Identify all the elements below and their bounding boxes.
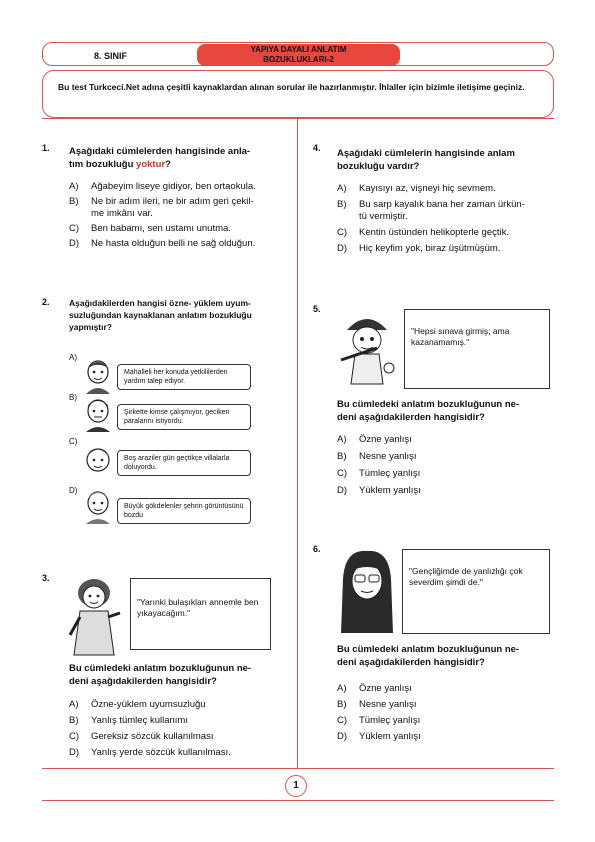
q1-number: 1. [42, 143, 50, 153]
option-text: Nesne yanlışı [359, 451, 417, 462]
option-letter: B) [337, 699, 347, 710]
q2-option-a-bubble: Mahalleli her konuda yetkililerden yardım talep ediyor. [117, 364, 251, 390]
option-letter: D) [69, 238, 80, 249]
test-title-line-1: YAPIYA DAYALI ANLATIM [250, 45, 347, 54]
option-text: Ben babamı, sen ustamı unutma. [91, 223, 231, 234]
bottom-divider [42, 800, 554, 801]
option-text: Yüklem yanlışı [359, 485, 421, 496]
q4-text [337, 147, 552, 173]
q1-text [69, 145, 284, 171]
option-letter: B) [337, 199, 347, 210]
test-title [197, 44, 400, 66]
option-letter: A) [337, 434, 347, 445]
q1-option-b[interactable] [69, 196, 294, 208]
page-number: 1 [285, 775, 307, 797]
q2-text [69, 297, 289, 333]
q1-options [69, 181, 294, 250]
q3-option-a[interactable] [69, 699, 289, 711]
q4-option-d[interactable] [337, 243, 552, 255]
q1-qmark: ? [165, 159, 171, 170]
option-text: Kayısıyı az, vişneyi hiç sevmem. [359, 183, 496, 194]
girl-washing-dishes-icon [68, 575, 123, 660]
q4-option-b-cont [337, 211, 552, 223]
q3-text [69, 662, 289, 688]
q2-option-b-bubble: Şirkette kimse çalışmıyor, geciken paralarını istiyordu. [117, 404, 251, 430]
test-title-line-2: BOZUKLUKLARI-2 [263, 55, 334, 64]
q5-text-line-2: deni aşağıdakilerden hangisidir? [337, 412, 485, 423]
q5-option-b[interactable] [337, 451, 552, 463]
option-letter: C) [337, 468, 348, 479]
option-letter: A) [69, 181, 79, 192]
q3-text-line-1: Bu cümledeki anlatım bozukluğunun ne- [69, 663, 252, 674]
q2-number: 2. [42, 297, 50, 307]
option-letter: C) [69, 223, 80, 234]
q1-option-b-cont [69, 208, 294, 220]
q6-option-c[interactable] [337, 715, 552, 727]
option-text: Ne hasta olduğun belli ne sağ olduğun. [91, 238, 256, 249]
q4-options [337, 183, 552, 255]
option-text: tü vermiştir. [359, 211, 408, 222]
option-letter: B) [69, 196, 79, 207]
q6-number: 6. [313, 544, 321, 554]
q6-text-line-2: deni aşağıdakilerden hangisidir? [337, 657, 485, 668]
option-letter: C) [69, 731, 80, 742]
option-text: Yüklem yanlışı [359, 731, 421, 742]
q2-text-line-2: suzluğundan kaynaklanan anlatım bozukluğu [69, 310, 252, 320]
child-face-icon [82, 488, 114, 524]
option-letter: A) [69, 699, 79, 710]
baseball-boy-icon [337, 312, 399, 392]
option-letter: B) [337, 451, 347, 462]
q6-option-a[interactable] [337, 683, 552, 695]
q5-option-d[interactable] [337, 485, 552, 497]
option-letter: D) [337, 485, 348, 496]
q5-text [337, 398, 552, 424]
option-letter: C) [337, 227, 348, 238]
q2-option-b-letter[interactable]: B) [69, 393, 77, 402]
q6-options [337, 683, 552, 743]
q6-text-line-1: Bu cümledeki anlatım bozukluğunun ne- [337, 644, 520, 655]
option-text: Yanlış yerde sözcük kullanılması. [91, 747, 231, 758]
q5-option-a[interactable] [337, 434, 552, 446]
q6-speech-bubble: "Gençliğimde de yanlızlığı çok severdim şimdi de." [402, 549, 550, 634]
option-letter: D) [337, 731, 348, 742]
q1-text-part: tım bozukluğu [69, 159, 134, 170]
q6-option-d[interactable] [337, 731, 552, 743]
q6-option-b[interactable] [337, 699, 552, 711]
q1-emphasis: yoktur [136, 159, 166, 170]
q4-text-line-2: bozukluğu vardır? [337, 161, 420, 172]
q3-option-b[interactable] [69, 715, 289, 727]
option-text: me imkânı var. [91, 208, 153, 219]
option-text: Tümleç yanlışı [359, 468, 421, 479]
option-text: Ne bir adım ileri, ne bir adım geri çekil- [91, 196, 254, 207]
q5-options [337, 434, 552, 497]
q2-option-c-bubble: Boş araziler gün geçtikçe villalarla doluyordu. [117, 450, 251, 476]
option-letter: D) [69, 747, 80, 758]
option-letter: A) [337, 183, 347, 194]
option-text: Ağabeyim liseye gidiyor, ben ortaokula. [91, 181, 256, 192]
option-letter: B) [69, 715, 79, 726]
q2-option-d-letter[interactable]: D) [69, 486, 78, 495]
q2-option-c-letter[interactable]: C) [69, 437, 78, 446]
q4-number: 4. [313, 143, 321, 153]
woman-portrait-icon [335, 549, 399, 633]
man-face-icon [82, 396, 114, 432]
q5-text-line-1: Bu cümledeki anlatım bozukluğunun ne- [337, 399, 520, 410]
footer-divider [42, 768, 554, 769]
q4-option-b[interactable] [337, 199, 552, 211]
q3-number: 3. [42, 573, 50, 583]
q5-number: 5. [313, 304, 321, 314]
option-text: Özne yanlışı [359, 683, 412, 694]
option-text: Nesne yanlışı [359, 699, 417, 710]
q2-text-line-1: Aşağıdakilerden hangisi özne- yüklem uyum- [69, 298, 251, 308]
q4-text-line-1: Aşağıdaki cümlelerin hangisinde anlam [337, 148, 515, 159]
q1-text-line-1: Aşağıdaki cümlelerden hangisinde anla- [69, 146, 251, 157]
q3-options [69, 699, 289, 759]
option-text: Yanlış tümleç kullanımı [91, 715, 188, 726]
q3-speech-bubble: "Yarınki bulaşıkları annemle ben yıkayacağım." [130, 578, 271, 650]
q6-text [337, 643, 552, 669]
q4-option-c[interactable] [337, 227, 552, 239]
column-divider [297, 118, 298, 768]
boy-face-icon [82, 358, 114, 394]
q3-option-d[interactable] [69, 747, 289, 759]
q3-text-line-2: deni aşağıdakilerden hangisidir? [69, 676, 217, 687]
option-text: Tümleç yanlışı [359, 715, 421, 726]
option-letter: D) [337, 243, 348, 254]
q5-option-c[interactable] [337, 468, 552, 480]
option-text: Özne yanlışı [359, 434, 412, 445]
info-text: Bu test Turkceci.Net adına çeşitli kaynaklardan alınan sorular ile hazırlanmıştır. İhlaller için bizimle iletişime geçiniz. [58, 82, 525, 92]
top-divider [42, 118, 554, 119]
option-text: Kentin üstünden helikopterle geçtik. [359, 227, 509, 238]
q2-option-d-bubble: Büyük gökdelenler şehrin görüntüsünü bozdu [117, 498, 251, 524]
option-text: Hiç keyfim yok, biraz üşütmüşüm. [359, 243, 501, 254]
option-text: Bu sarp kayalık bana her zaman ürkün- [359, 199, 525, 210]
grade-label: 8. SINIF [94, 51, 128, 61]
option-letter: A) [337, 683, 347, 694]
q5-speech-bubble: "Hepsi sınava girmiş; ama kazanamamış." [404, 309, 550, 389]
q2-text-line-3: yapmıştır? [69, 322, 112, 332]
q1-text-line-2 [69, 158, 284, 171]
q2-option-a-letter[interactable]: A) [69, 353, 77, 362]
q4-option-a[interactable] [337, 183, 552, 195]
option-text: Özne-yüklem uyumsuzluğu [91, 699, 206, 710]
option-text: Gereksiz sözcük kullanılması [91, 731, 214, 742]
girl-face-icon [80, 444, 116, 480]
q1-option-a[interactable] [69, 181, 294, 193]
q1-option-c[interactable] [69, 223, 294, 235]
option-letter: C) [337, 715, 348, 726]
q1-option-d[interactable] [69, 238, 294, 250]
q3-option-c[interactable] [69, 731, 289, 743]
